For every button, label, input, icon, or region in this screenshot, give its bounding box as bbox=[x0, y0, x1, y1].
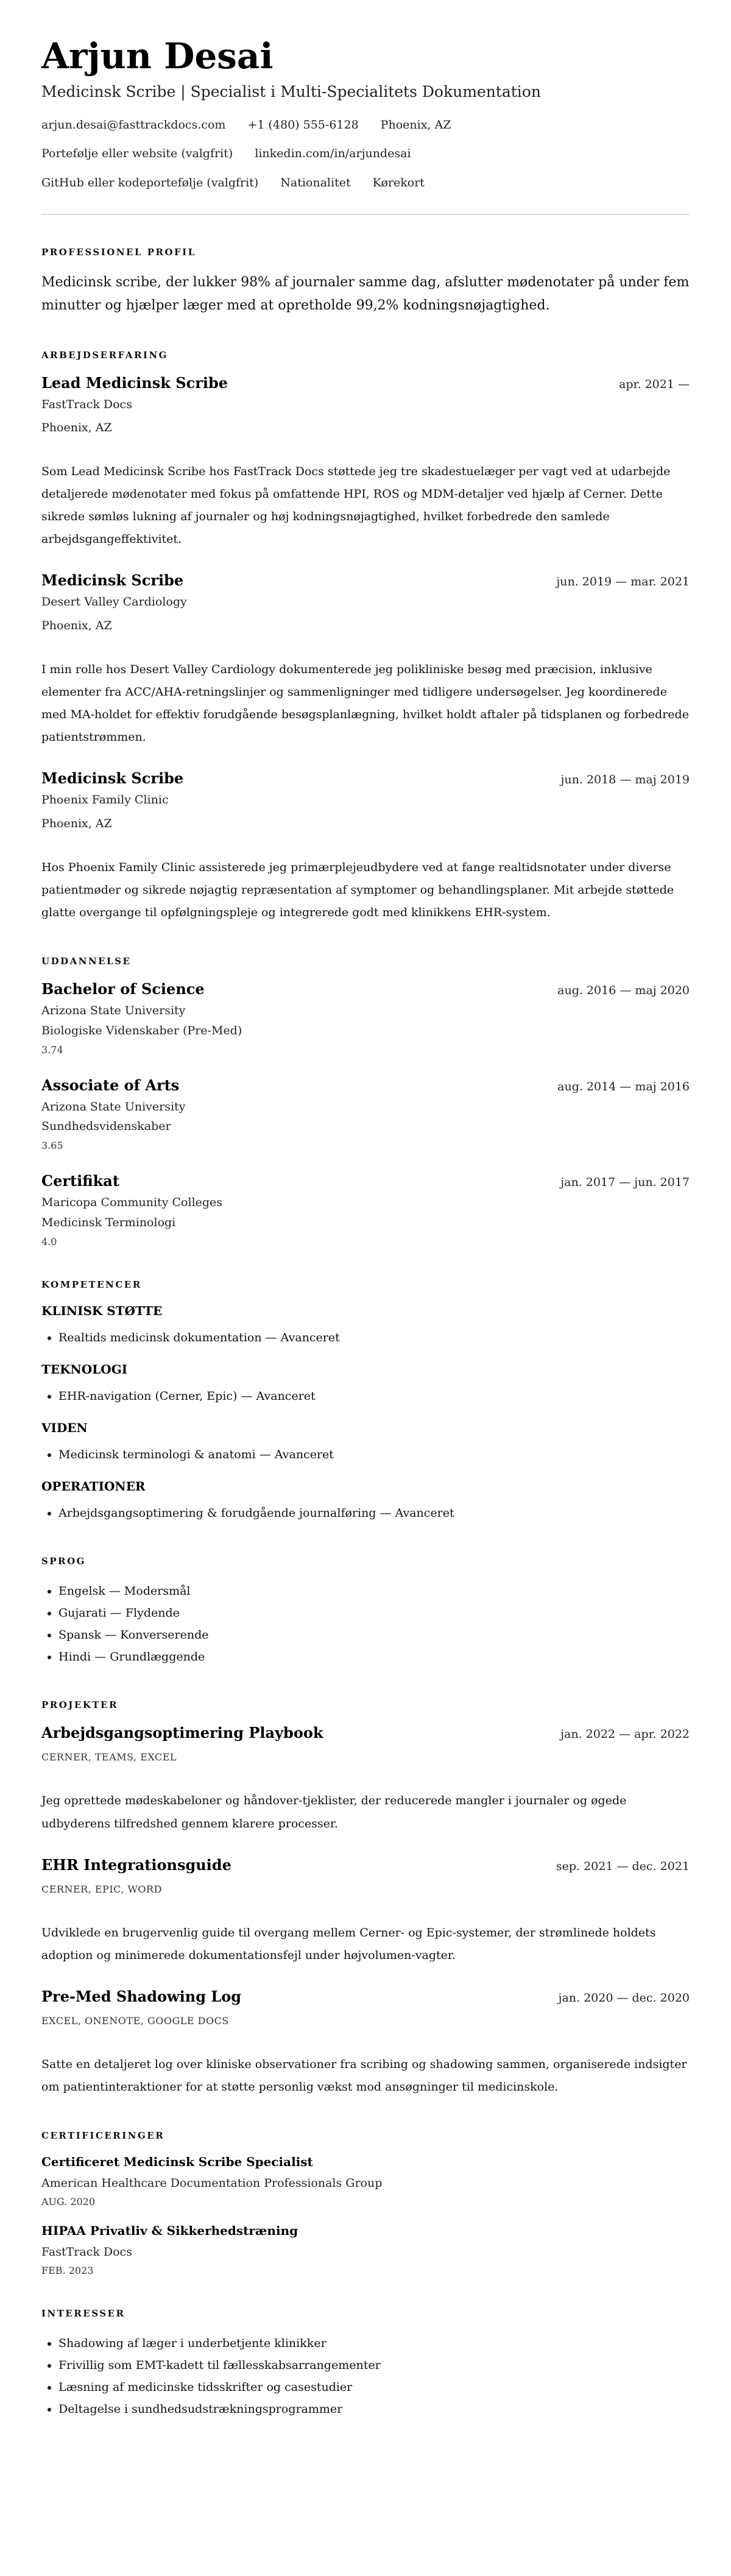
company-name: FastTrack Docs bbox=[41, 397, 132, 411]
contact-item: linkedin.com/in/arjundesai bbox=[255, 147, 411, 161]
job-description: Som Lead Medicinsk Scribe hos FastTrack Docs støttede jeg tre skadestuelæger per vagt ved at udarbejde detaljerede mødenotater med fokus på omfattende HPI, ROS og MDM-detaljer ved hjælp af Cerner. Dette sikrede sømløs lukning af journaler og høj kodningsnøjagtighed, hvilket forbedrede den samlede arbejdsgangeffektivitet. bbox=[41, 465, 671, 546]
job-title: Lead Medicinsk Scribe bbox=[41, 373, 228, 392]
skill-item: • Arbejdsgangsoptimering & forudgående journalføring — Avanceret bbox=[58, 1502, 690, 1524]
contact-item: Kørekort bbox=[372, 175, 425, 189]
candidate-headline: Medicinsk Scribe | Specialist i Multi-Specialitets Dokumentation bbox=[41, 82, 541, 101]
project-entry bbox=[41, 1988, 690, 2098]
certification-date: FEB. 2023 bbox=[41, 2264, 94, 2276]
contact-info bbox=[41, 118, 690, 191]
interest-item: • Frivillig som EMT-kadett til fællesskabsarrangementer bbox=[58, 2354, 690, 2376]
skill-item: • Realtids medicinsk dokumentation — Avanceret bbox=[58, 1327, 690, 1349]
education-dates: jan. 2017 — jun. 2017 bbox=[560, 1176, 690, 1190]
certification-issuer: American Healthcare Documentation Professionals Group bbox=[41, 2176, 383, 2190]
section-title: CERTIFICERINGER bbox=[41, 2130, 165, 2141]
section-title: ARBEJDSERFARING bbox=[41, 349, 168, 361]
project-entry bbox=[41, 1856, 690, 1967]
field-of-study: Sundhedsvidenskaber bbox=[41, 1120, 171, 1134]
company-name: Desert Valley Cardiology bbox=[41, 595, 187, 609]
project-name: Arbejdsgangsoptimering Playbook bbox=[41, 1724, 323, 1742]
skill-item: • EHR-navigation (Cerner, Epic) — Avanceret bbox=[58, 1385, 690, 1407]
project-dates: jan. 2022 — apr. 2022 bbox=[560, 1727, 690, 1741]
gpa: 4.0 bbox=[41, 1235, 57, 1247]
entry-header bbox=[41, 1076, 690, 1094]
job-description: Hos Phoenix Family Clinic assisterede jeg primærplejeudbydere ved at fange realtidsnotater under diverse patientmøder og sikrede nøjagtig repræsentation af symptomer og behandlingsplaner. Mit arbejde støttede glatte overgange til opfølgningspleje og integrerede godt med klinikkens EHR-system. bbox=[41, 860, 674, 919]
certification-date: AUG. 2020 bbox=[41, 2195, 96, 2207]
entry-header bbox=[41, 571, 690, 589]
job-dates: apr. 2021 — bbox=[619, 377, 690, 391]
contact-row bbox=[41, 146, 690, 161]
certification-entry bbox=[41, 2154, 690, 2207]
contact-item: GitHub eller kodeportefølje (valgfrit) bbox=[41, 175, 259, 189]
certification-issuer: FastTrack Docs bbox=[41, 2245, 132, 2259]
education-entry bbox=[41, 980, 690, 1056]
degree: Certifikat bbox=[41, 1172, 119, 1190]
skill-category-title: OPERATIONER bbox=[41, 1479, 146, 1494]
contact-item: Phoenix, AZ bbox=[380, 118, 451, 132]
project-tech: EXCEL, ONENOTE, GOOGLE DOCS bbox=[41, 2014, 229, 2027]
education-dates: aug. 2016 — maj 2020 bbox=[557, 983, 690, 997]
skill-item: • Medicinsk terminologi & anatomi — Avanceret bbox=[58, 1444, 690, 1466]
project-name: EHR Integrationsguide bbox=[41, 1855, 231, 1874]
skill-list bbox=[41, 1385, 690, 1407]
job-dates: jun. 2019 — mar. 2021 bbox=[556, 575, 690, 589]
entry-header bbox=[41, 1724, 690, 1741]
field-of-study: Medicinsk Terminologi bbox=[41, 1215, 176, 1229]
degree: Bachelor of Science bbox=[41, 979, 205, 998]
project-description: Satte en detaljeret log over kliniske observationer fra scribing og shadowing sammen, organiserede indsigter om patientinteraktioner for at støtte personlig vækst mod ansøgninger til medicinskole. bbox=[41, 2057, 687, 2094]
interests-list bbox=[41, 2332, 690, 2420]
profile-section bbox=[41, 247, 690, 318]
entry-header bbox=[41, 374, 690, 392]
project-description: Udviklede en brugervenlig guide til overgang mellem Cerner- og Epic-systemer, der strømlinede holdets adoption og minimerede dokumentationsfejl under højvolumen-vagter. bbox=[41, 1925, 656, 1962]
languages-list bbox=[41, 1580, 690, 1668]
profile-summary: Medicinsk scribe, der lukker 98% af journaler samme dag, afslutter mødenotater på under fem minutter og hjælper læger med at opretholde 99,2% kodningsnøjagtighed. bbox=[41, 274, 690, 314]
field-of-study: Biologiske Videnskaber (Pre-Med) bbox=[41, 1023, 242, 1037]
header-divider bbox=[41, 214, 690, 215]
education-entry bbox=[41, 1076, 690, 1152]
contact-item: Portefølje eller website (valgfrit) bbox=[41, 147, 233, 161]
section-title: KOMPETENCER bbox=[41, 1279, 142, 1290]
project-entry bbox=[41, 1724, 690, 1835]
contact-row bbox=[41, 118, 690, 133]
certification-name: HIPAA Privatliv & Sikkerhedstræning bbox=[41, 2223, 298, 2238]
entry-header bbox=[41, 1856, 690, 1874]
section-title: SPROG bbox=[41, 1556, 86, 1567]
job-title: Medicinsk Scribe bbox=[41, 571, 184, 590]
skill-list bbox=[41, 1327, 690, 1349]
school-name: Arizona State University bbox=[41, 1003, 186, 1017]
job-location: Phoenix, AZ bbox=[41, 817, 112, 831]
entry-header bbox=[41, 1172, 690, 1190]
resume-header bbox=[41, 35, 690, 191]
entry-header bbox=[41, 1988, 690, 2005]
section-title: PROFESSIONEL PROFIL bbox=[41, 246, 196, 258]
project-name: Pre-Med Shadowing Log bbox=[41, 1987, 242, 2005]
section-title: INTERESSER bbox=[41, 2307, 125, 2319]
contact-item: +1 (480) 555-6128 bbox=[247, 118, 359, 132]
job-location: Phoenix, AZ bbox=[41, 421, 112, 435]
education-section bbox=[41, 956, 690, 1247]
interests-section bbox=[41, 2308, 690, 2420]
company-name: Phoenix Family Clinic bbox=[41, 793, 169, 807]
entry-header bbox=[41, 769, 690, 787]
certification-entry bbox=[41, 2223, 690, 2276]
job-description: I min rolle hos Desert Valley Cardiology dokumenterede jeg polikliniske besøg med præcision, inklusive elementer fra ACC/AHA-retningslinjer og sammenligninger med tidligere undersøgelser. Jeg koordinerede med MA-holdet for effektiv forudgående besøgsplanlægning, hvilket holdt aftaler på tidsplanen og forbedrede patientstrømmen. bbox=[41, 663, 689, 744]
gpa: 3.65 bbox=[41, 1140, 63, 1152]
gpa: 3.74 bbox=[41, 1043, 63, 1056]
language-item: • Hindi — Grundlæggende bbox=[58, 1646, 690, 1668]
interest-item: • Læsning af medicinske tidsskrifter og casestudier bbox=[58, 2376, 690, 2398]
school-name: Arizona State University bbox=[41, 1099, 186, 1113]
skill-category-title: KLINISK STØTTE bbox=[41, 1303, 163, 1318]
skill-list bbox=[41, 1444, 690, 1466]
project-tech: CERNER, EPIC, WORD bbox=[41, 1883, 162, 1895]
interest-item: • Shadowing af læger i underbetjente klinikker bbox=[58, 2332, 690, 2354]
candidate-name: Arjun Desai bbox=[41, 35, 274, 77]
interest-item: • Deltagelse i sundhedsudstrækningsprogrammer bbox=[58, 2398, 690, 2420]
experience-entry bbox=[41, 769, 690, 924]
language-item: • Engelsk — Modersmål bbox=[58, 1580, 690, 1602]
section-title: PROJEKTER bbox=[41, 1699, 118, 1711]
job-location: Phoenix, AZ bbox=[41, 619, 112, 633]
contact-item: arjun.desai@fasttrackdocs.com bbox=[41, 118, 226, 132]
experience-entry bbox=[41, 571, 690, 749]
project-dates: sep. 2021 — dec. 2021 bbox=[556, 1859, 690, 1873]
education-entry bbox=[41, 1172, 690, 1247]
experience-entry bbox=[41, 374, 690, 551]
certification-name: Certificeret Medicinsk Scribe Specialist bbox=[41, 2154, 313, 2169]
education-dates: aug. 2014 — maj 2016 bbox=[557, 1079, 690, 1093]
languages-section bbox=[41, 1556, 690, 1668]
skill-category-title: TEKNOLOGI bbox=[41, 1361, 128, 1377]
contact-row bbox=[41, 175, 690, 191]
contact-item: Nationalitet bbox=[280, 175, 351, 189]
projects-section bbox=[41, 1699, 690, 2098]
skill-list bbox=[41, 1502, 690, 1524]
entry-header bbox=[41, 980, 690, 998]
degree: Associate of Arts bbox=[41, 1076, 180, 1094]
certifications-section bbox=[41, 2130, 690, 2276]
project-tech: CERNER, TEAMS, EXCEL bbox=[41, 1751, 177, 1763]
experience-section bbox=[41, 350, 690, 924]
job-dates: jun. 2018 — maj 2019 bbox=[560, 773, 690, 787]
language-item: • Gujarati — Flydende bbox=[58, 1602, 690, 1624]
project-description: Jeg oprettede mødeskabeloner og håndover-tjeklister, der reducerede mangler i journaler og øgede udbyderens tilfredshed gennem klarere processer. bbox=[41, 1794, 627, 1830]
section-title: UDDANNELSE bbox=[41, 955, 132, 967]
job-title: Medicinsk Scribe bbox=[41, 769, 184, 788]
skills-section bbox=[41, 1279, 690, 1524]
language-item: • Spansk — Konverserende bbox=[58, 1624, 690, 1646]
skill-category-title: VIDEN bbox=[41, 1420, 88, 1435]
school-name: Maricopa Community Colleges bbox=[41, 1196, 223, 1210]
project-dates: jan. 2020 — dec. 2020 bbox=[558, 1991, 690, 2005]
